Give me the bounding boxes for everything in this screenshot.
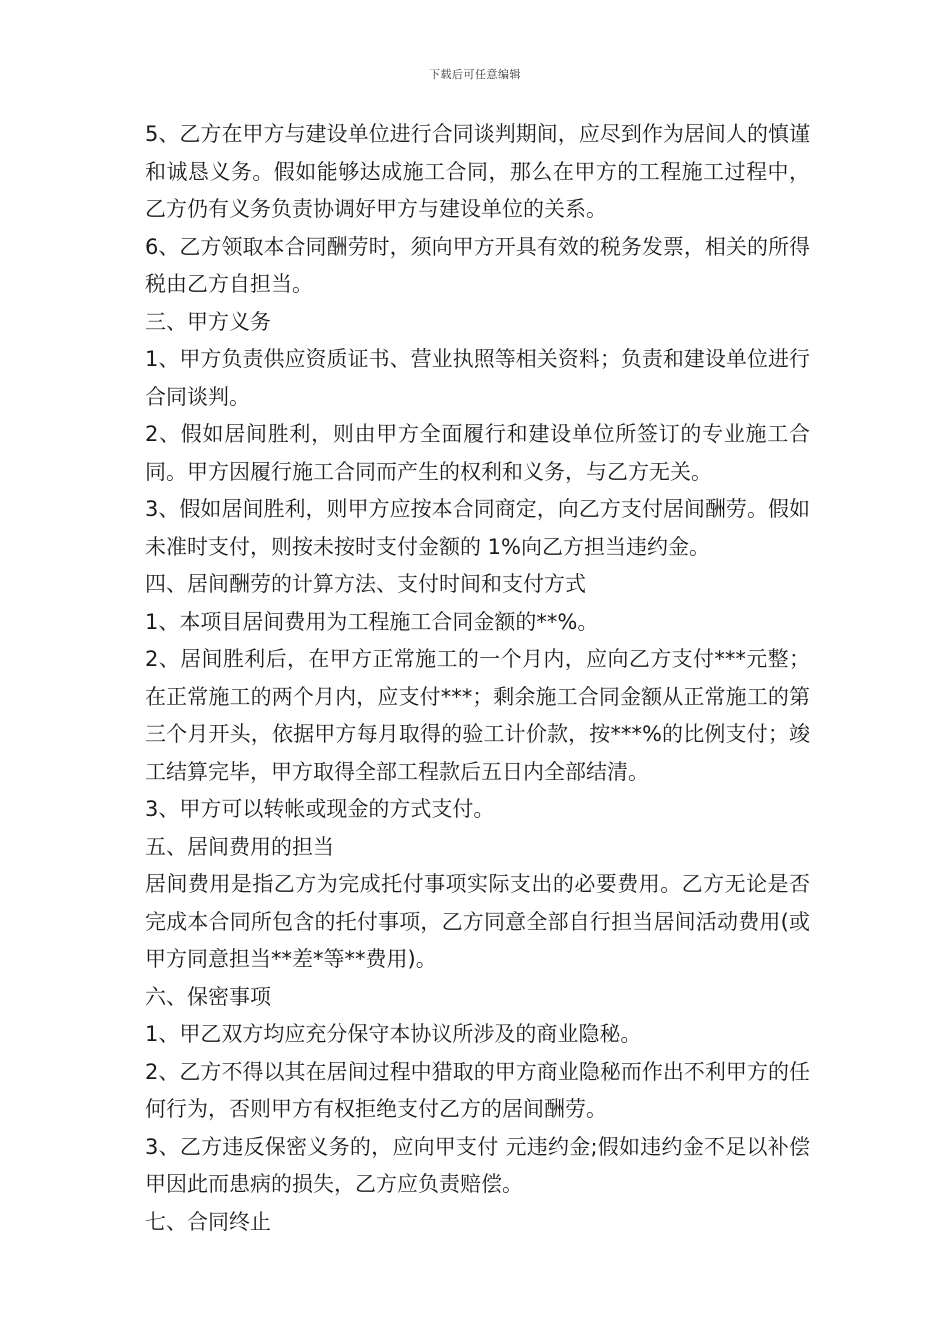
paragraph-fee-2: 2、居间胜利后，在甲方正常施工的一个月内，应向乙方支付***元整；在正常施工的两个月内，应支付***；剩余施工合同金额从正常施工的第三个月开头，依据甲方每月取得的验工计价款，按***%的比例支付；竣工结算完毕，甲方取得全部工程款后五日内全部结清。 [145, 647, 810, 784]
paragraph-confidentiality-2: 2、乙方不得以其在居间过程中猎取的甲方商业隐秘而作出不利甲方的任何行为，否则甲方有权拒绝支付乙方的居间酬劳。 [145, 1059, 810, 1121]
section-heading-expense-bearing: 五、居间费用的担当 [145, 834, 334, 859]
paragraph-item-6: 6、乙方领取本合同酬劳时，须向甲方开具有效的税务发票，相关的所得税由乙方自担当。 [145, 234, 810, 296]
paragraph-party-a-1: 1、甲方负责供应资质证书、营业执照等相关资料；负责和建设单位进行合同谈判。 [145, 347, 810, 409]
section-heading-fee-calculation: 四、居间酬劳的计算方法、支付时间和支付方式 [145, 572, 586, 596]
section-heading-termination: 七、合同终止 [145, 1209, 271, 1234]
paragraph-fee-1: 1、本项目居间费用为工程施工合同金额的**%。 [145, 609, 599, 634]
paragraph-expense: 居间费用是指乙方为完成托付事项实际支出的必要费用。乙方无论是否完成本合同所包含的托付事项，乙方同意全部自行担当居间活动费用(或甲方同意担当**差*等**费用)。 [145, 872, 810, 971]
paragraph-party-a-3: 3、假如居间胜利，则甲方应按本合同商定，向乙方支付居间酬劳。假如未准时支付，则按未按时支付金额的 1%向乙方担当违约金。 [145, 497, 810, 559]
page-header: 下载后可任意编辑 [429, 68, 521, 81]
paragraph-fee-3: 3、甲方可以转帐或现金的方式支付。 [145, 797, 495, 821]
paragraph-item-5: 5、乙方在甲方与建设单位进行合同谈判期间，应尽到作为居间人的慎谨和诚恳义务。假如能够达成施工合同，那么在甲方的工程施工过程中，乙方仍有义务负责协调好甲方与建设单位的关系。 [145, 122, 810, 221]
paragraph-confidentiality-3: 3、乙方违反保密义务的，应向甲支付 元违约金;假如违约金不足以补偿甲因此而患病的损失，乙方应负责赔偿。 [145, 1134, 810, 1196]
paragraph-party-a-2: 2、假如居间胜利，则由甲方全面履行和建设单位所签订的专业施工合同。甲方因履行施工合同而产生的权利和义务，与乙方无关。 [145, 422, 810, 484]
section-heading-confidentiality: 六、保密事项 [145, 984, 271, 1009]
paragraph-confidentiality-1: 1、甲乙双方均应充分保守本协议所涉及的商业隐秘。 [145, 1022, 642, 1046]
section-heading-party-a-duties: 三、甲方义务 [145, 309, 271, 334]
document-body [145, 116, 810, 1241]
